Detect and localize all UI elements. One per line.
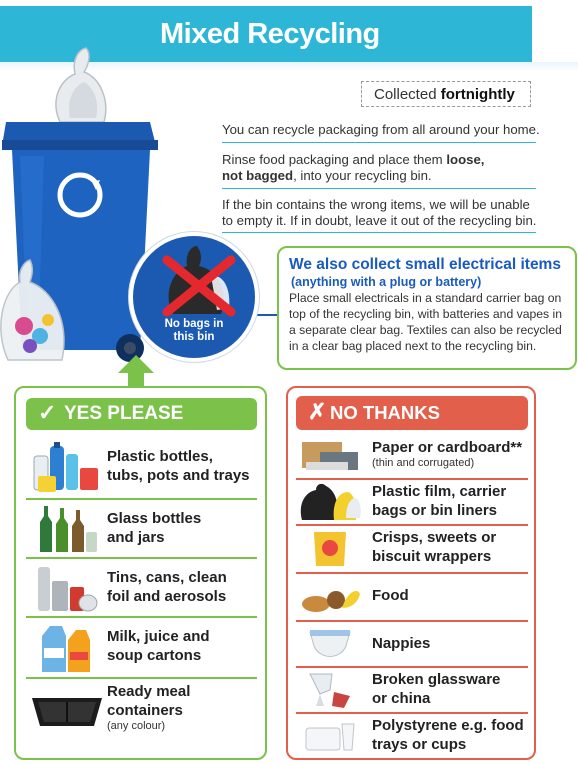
tins-cans-icon [34,563,98,613]
list-item: Broken glassware or china [288,668,534,712]
food-icon [298,578,362,616]
no-thanks-panel [286,386,536,760]
plastic-bottles-icon [30,440,102,494]
broken-glass-icon [304,670,356,710]
plastic-bags-icon [298,482,362,522]
collected-frequency: fortnightly [440,86,515,103]
item-note: (thin and corrugated) [372,457,475,469]
ready-meal-tray-icon [30,690,104,730]
info-line-packaging: You can recycle packaging from all around your home. [222,122,540,137]
list-item: Milk, juice and soup cartons [16,618,265,676]
polystyrene-icon [302,718,358,754]
small-electricals-box [277,246,577,370]
list-item: Crisps, sweets or biscuit wrappers [288,526,534,572]
electricals-title: We also collect small electrical items [289,256,561,273]
page-title: Mixed Recycling [160,18,380,50]
list-item: Ready meal containers (any colour) [16,680,265,752]
connector-line [255,314,279,316]
list-item: Paper or cardboard** (thin and corrugated) [288,434,534,478]
yes-please-panel [14,386,267,760]
no-bags-badge [129,232,259,362]
divider [222,232,536,233]
info-line-rinse: Rinse food packaging and place them loose, [222,152,485,167]
no-thanks-heading: ✗ NO THANKS [296,396,528,430]
divider [222,188,536,189]
info-line-not-bagged: not bagged, into your recycling bin. [222,168,432,183]
nappy-icon [306,626,354,664]
cartons-icon [38,622,94,674]
glass-bottles-icon [34,504,98,554]
list-item: Food [288,574,534,620]
list-item: Tins, cans, clean foil and aerosols [16,559,265,615]
yes-please-heading: ✓ YES PLEASE [26,398,257,430]
list-item: Nappies [288,622,534,666]
check-icon: ✓ [38,400,57,425]
divider [222,142,536,143]
electricals-subtitle: (anything with a plug or battery) [291,275,482,289]
collected-prefix: Collected [374,86,437,103]
crisps-packet-icon [308,528,352,570]
item-note: (any colour) [107,720,166,732]
list-item: Glass bottles and jars [16,500,265,556]
cardboard-icon [298,438,362,474]
list-item: Plastic film, carrier bags or bin liners [288,480,534,524]
cross-icon: ✗ [308,399,327,424]
electricals-body: Place small electricals in a standard carrier bag on top of the recycling bin, with batteries and vapes in a separate clear bag. Textiles can also be recycled in a clear bag placed next to the recycling bin. [289,291,563,353]
list-item: Plastic bottles, tubs, pots and trays [16,438,265,496]
info-line-if-in-doubt: to empty it. If in doubt, leave it out of the recycling bin. [222,213,537,228]
divider [26,677,257,679]
no-bags-label: No bags in this bin [164,318,224,343]
info-line-wrong-items: If the bin contains the wrong items, we will be unable [222,197,530,212]
arrow-up-icon [116,355,156,389]
collection-frequency-badge [361,81,531,107]
list-item: Polystyrene e.g. food trays or cups [288,714,534,758]
